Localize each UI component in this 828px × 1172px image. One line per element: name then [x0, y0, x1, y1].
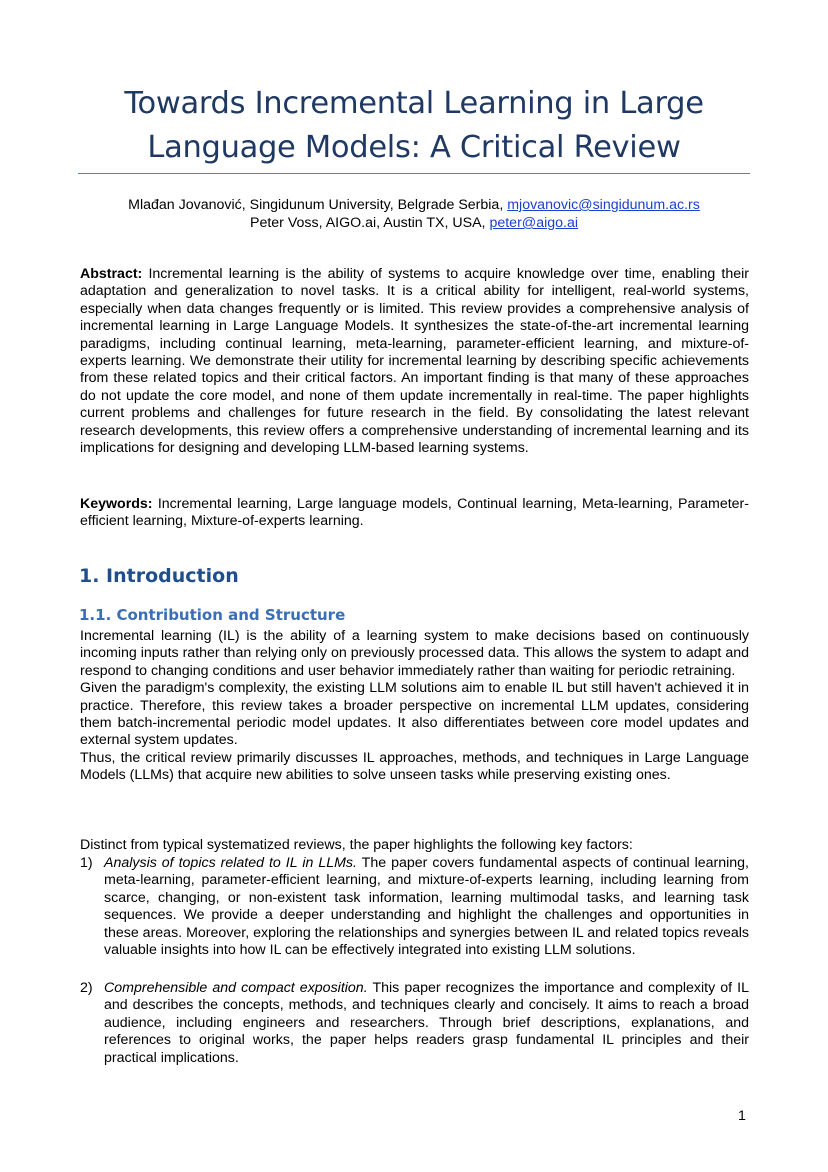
- list-lead: Analysis of topics related to IL in LLMs.: [104, 855, 357, 871]
- abstract-text: Incremental learning is the ability of systems to acquire knowledge over time, enabling their adaptation and generalization to novel tasks. It is a critical ability for intelligent, real-world systems, especially when data changes frequently or is limited. This review provides a comprehensive analysis of incremental learning in Large Language Models. It synthesizes the state-of-the-art incremental learning paradigms, including continual learning, meta-learning, parameter-efficient learning, and mixture-of-experts learning. We demonstrate their utility for incremental learning by describing specific achievements from these related topics and their critical factors. An important finding is that many of these approaches do not update the core model, and none of them update incrementally in real-time. The paper highlights current problems and challenges for future research in the field. By consolidating the latest relevant research developments, this review offers a comprehensive understanding of incremental learning and its implications for designing and developing LLM-based learning systems.: [80, 266, 749, 457]
- title-line-2: Language Models: A Critical Review: [147, 130, 681, 165]
- page-number: 1: [738, 1108, 746, 1124]
- title-divider: [78, 173, 750, 174]
- paragraph: Given the paradigm's complexity, the existing LLM solutions aim to enable IL but still haven't achieved it in practice. Therefore, this review takes a broader perspective on incremental LLM updates, considering them batch-incremental periodic model updates. It also differentiates between core model updates and external system updates.: [80, 680, 749, 749]
- list-text: [104, 855, 749, 959]
- abstract: [80, 266, 749, 457]
- list-item: [80, 855, 749, 959]
- keywords-label: Keywords:: [80, 496, 153, 512]
- list-body: This paper recognizes the importance and complexity of IL and describes the concepts, methods, and techniques clearly and concisely. It aims to reach a broad audience, including engineers and researchers. Through brief descriptions, explanations, and references to original works, the paper helps readers grasp fundamental IL principles and their practical implications.: [104, 980, 749, 1066]
- abstract-label: Abstract:: [80, 266, 143, 282]
- list-item: [80, 980, 749, 1067]
- keywords-text: Incremental learning, Large language models, Continual learning, Meta-learning, Parameter-efficient learning, Mixture-of-experts learning.: [80, 496, 749, 530]
- list-lead: Comprehensible and compact exposition.: [104, 980, 368, 996]
- author-affiliation: Peter Voss, AIGO.ai, Austin TX, USA,: [249, 215, 490, 231]
- list-intro: Distinct from typical systematized reviews, the paper highlights the following key factors:: [80, 837, 633, 853]
- section-heading: 1. Introduction: [79, 565, 239, 587]
- author-email-link[interactable]: peter@aigo.ai: [489, 215, 579, 231]
- paragraph: Incremental learning (IL) is the ability of a learning system to make decisions based on continuously incoming inputs rather than relying only on previously processed data. This allows the system to adapt and respond to changing conditions and user behavior immediately rather than waiting for periodic retraining.: [80, 628, 749, 679]
- subsection-heading: 1.1. Contribution and Structure: [79, 606, 346, 624]
- list-body: The paper covers fundamental aspects of continual learning, meta-learning, parameter-efficient learning, and mixture-of-experts learning, including learning from scarce, changing, or non-existent task information, learning multimodal tasks, and learning task sequences. We provide a deeper understanding and highlight the challenges and opportunities in these areas. Moreover, exploring the relationships and synergies between IL and related topics reveals valuable insights into how IL can be effectively integrated into existing LLM solutions.: [104, 855, 750, 959]
- keywords: [80, 496, 749, 531]
- author-affiliation: Mlađan Jovanović, Singidunum University, Belgrade Serbia,: [128, 197, 508, 213]
- title-line-1: Towards Incremental Learning in Large: [124, 86, 704, 121]
- intro-body: [80, 628, 749, 785]
- list-number: 1): [80, 855, 93, 871]
- list-number: 2): [80, 980, 93, 996]
- paragraph: Thus, the critical review primarily discusses IL approaches, methods, and techniques in Large Language Models (LLMs) that acquire new abilities to solve unseen tasks while preserving existing ones.: [80, 749, 749, 784]
- author-block: [78, 196, 750, 232]
- author-email-link[interactable]: mjovanovic@singidunum.ac.rs: [507, 197, 700, 213]
- author-line-1: [78, 196, 750, 214]
- author-line-2: [78, 214, 750, 232]
- list-text: [104, 980, 749, 1067]
- paper-title: [78, 82, 750, 170]
